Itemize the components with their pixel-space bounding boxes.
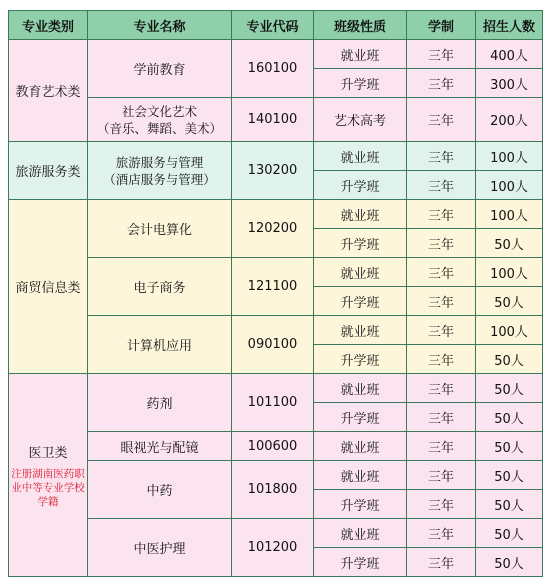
duration: 三年: [407, 374, 476, 403]
header-enrollment: 招生人数: [476, 11, 543, 40]
duration: 三年: [407, 200, 476, 229]
enrollment: 50人: [476, 519, 543, 548]
header-category: 专业类别: [9, 11, 88, 40]
enrollment: 100人: [476, 258, 543, 287]
table-row: [9, 142, 543, 171]
enrollment: 100人: [476, 316, 543, 345]
duration: 三年: [407, 142, 476, 171]
major-name: 学前教育: [88, 40, 232, 98]
major-name: 中医护理: [88, 519, 232, 577]
major-name: 电子商务: [88, 258, 232, 316]
class-type: 就业班: [314, 200, 407, 229]
class-type: 升学班: [314, 171, 407, 200]
duration: 三年: [407, 258, 476, 287]
header-major: 专业名称: [88, 11, 232, 40]
duration: 三年: [407, 316, 476, 345]
class-type: 就业班: [314, 374, 407, 403]
class-type: 艺术高考: [314, 98, 407, 142]
major-name: 会计电算化: [88, 200, 232, 258]
major-name: 药剂: [88, 374, 232, 432]
enrollment: 400人: [476, 40, 543, 69]
major-subname: （音乐、舞蹈、美术）: [96, 120, 222, 136]
duration: 三年: [407, 519, 476, 548]
class-type: 就业班: [314, 461, 407, 490]
table-row: [9, 374, 543, 403]
duration: 三年: [407, 171, 476, 200]
enrollment: 50人: [476, 548, 543, 577]
enrollment: 100人: [476, 142, 543, 171]
duration: 三年: [407, 403, 476, 432]
duration: 三年: [407, 490, 476, 519]
enrollment: 300人: [476, 69, 543, 98]
enrollment: 50人: [476, 403, 543, 432]
major-name: 计算机应用: [88, 316, 232, 374]
category-name: 医卫类: [28, 445, 68, 461]
major-code: 101800: [232, 461, 314, 519]
class-type: 就业班: [314, 258, 407, 287]
enrollment: 50人: [476, 490, 543, 519]
class-type: 升学班: [314, 287, 407, 316]
class-type: 就业班: [314, 519, 407, 548]
enrollment: 100人: [476, 171, 543, 200]
enrollment: 50人: [476, 374, 543, 403]
table-row: [9, 98, 543, 142]
major-code: 140100: [232, 98, 314, 142]
major-name: 社会文化艺术: [121, 103, 197, 119]
major-code: 160100: [232, 40, 314, 98]
enrollment: 50人: [476, 229, 543, 258]
enrollment: 50人: [476, 432, 543, 461]
major-name: 旅游服务与管理: [115, 154, 204, 170]
header-class-type: 班级性质: [314, 11, 407, 40]
duration: 三年: [407, 461, 476, 490]
enrollment: 50人: [476, 287, 543, 316]
table-row: [9, 200, 543, 229]
table-row: [9, 316, 543, 345]
header-duration: 学制: [407, 11, 476, 40]
category-note: 注册湖南医药职业中等专业学校学籍: [11, 467, 85, 508]
category-cell: 教育艺术类: [9, 40, 88, 142]
major-code: 100600: [232, 432, 314, 461]
header-code: 专业代码: [232, 11, 314, 40]
enrollment: 50人: [476, 345, 543, 374]
major-code: 101100: [232, 374, 314, 432]
duration: 三年: [407, 287, 476, 316]
class-type: 就业班: [314, 316, 407, 345]
category-cell: [9, 374, 88, 577]
table-row: [9, 258, 543, 287]
major-name: 中药: [88, 461, 232, 519]
major-code: 101200: [232, 519, 314, 577]
enrollment: 50人: [476, 461, 543, 490]
class-type: 就业班: [314, 142, 407, 171]
duration: 三年: [407, 40, 476, 69]
class-type: 升学班: [314, 403, 407, 432]
duration: 三年: [407, 229, 476, 258]
major-code: 130200: [232, 142, 314, 200]
major-subname: （酒店服务与管理）: [103, 171, 216, 187]
duration: 三年: [407, 432, 476, 461]
table-row: [9, 40, 543, 69]
major-name-cell: [88, 98, 232, 142]
major-code: 120200: [232, 200, 314, 258]
duration: 三年: [407, 69, 476, 98]
major-code: 090100: [232, 316, 314, 374]
table-row: [9, 519, 543, 548]
major-code: 121100: [232, 258, 314, 316]
duration: 三年: [407, 548, 476, 577]
admissions-table: [8, 10, 543, 577]
major-name-cell: [88, 142, 232, 200]
class-type: 升学班: [314, 345, 407, 374]
table-row: [9, 432, 543, 461]
class-type: 升学班: [314, 548, 407, 577]
class-type: 就业班: [314, 40, 407, 69]
table-row: [9, 461, 543, 490]
duration: 三年: [407, 98, 476, 142]
class-type: 升学班: [314, 229, 407, 258]
major-name: 眼视光与配镜: [88, 432, 232, 461]
class-type: 就业班: [314, 432, 407, 461]
enrollment: 200人: [476, 98, 543, 142]
header-row: [9, 11, 543, 40]
enrollment: 100人: [476, 200, 543, 229]
category-cell: 旅游服务类: [9, 142, 88, 200]
duration: 三年: [407, 345, 476, 374]
class-type: 升学班: [314, 490, 407, 519]
class-type: 升学班: [314, 69, 407, 98]
category-cell: 商贸信息类: [9, 200, 88, 374]
